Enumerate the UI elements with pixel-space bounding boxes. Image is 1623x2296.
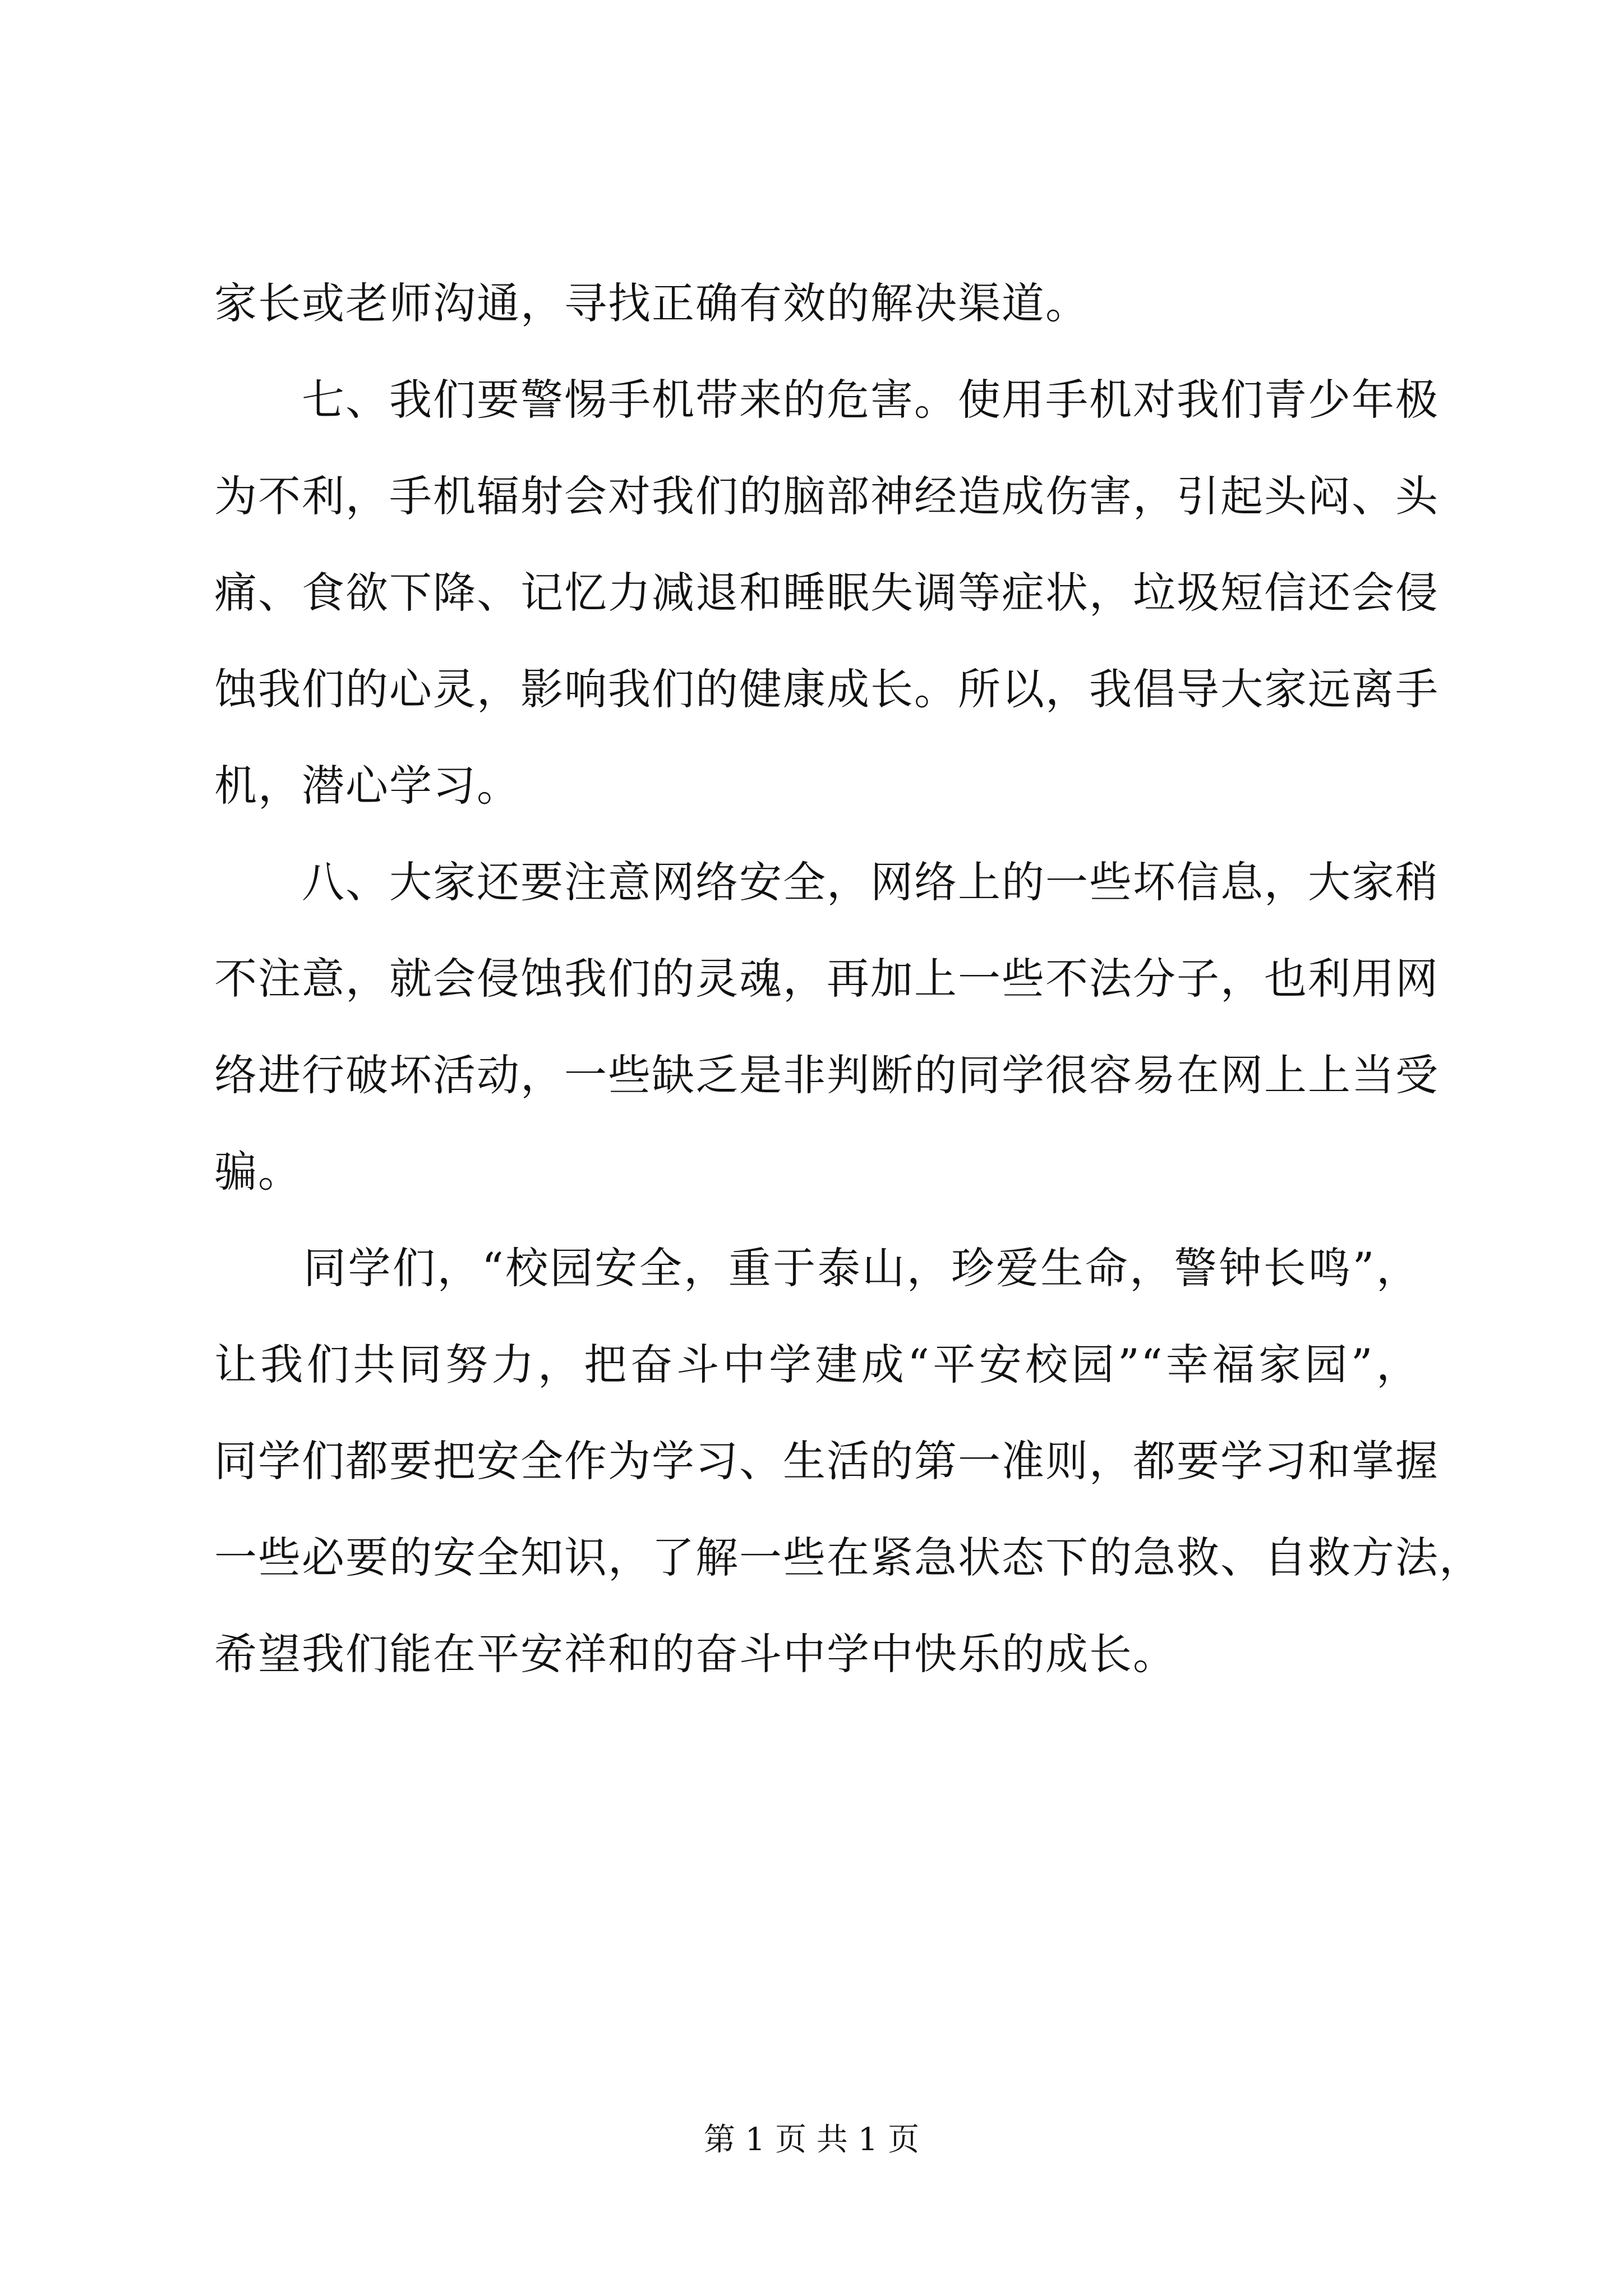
body-line: 骗。 [214,1147,302,1197]
body-line: 不注意，就会侵蚀我们的灵魂，再加上一些不法分子，也利用网 [214,954,1439,1004]
body-line: 络进行破坏活动，一些缺乏是非判断的同学很容易在网上上当受 [214,1050,1439,1100]
body-line: 一些必要的安全知识，了解一些在紧急状态下的急救、自救方法， [214,1533,1483,1582]
body-line: 痛、食欲下降、记忆力减退和睡眠失调等症状，垃圾短信还会侵 [214,568,1439,618]
page-footer: 第 1 页 共 1 页 [703,2122,920,2158]
body-line: 家长或老师沟通，寻找正确有效的解决渠道。 [214,278,1089,328]
body-line: 让我们共同努力，把奋斗中学建成“平安校园”“幸福家园”， [214,1340,1420,1389]
body-line: 同学们都要把安全作为学习、生活的第一准则，都要学习和掌握 [214,1436,1439,1486]
body-line: 希望我们能在平安祥和的奋斗中学中快乐的成长。 [214,1629,1177,1679]
body-line: 为不利，手机辐射会对我们的脑部神经造成伤害，引起头闷、头 [214,471,1439,521]
document-body [214,255,1483,1703]
body-line: 八、大家还要注意网络安全，网络上的一些坏信息，大家稍 [214,857,1439,907]
body-line: 七、我们要警惕手机带来的危害。使用手机对我们青少年极 [214,375,1439,425]
body-line: 同学们，“校园安全，重于泰山，珍爱生命，警钟长鸣”， [214,1243,1420,1293]
body-line: 蚀我们的心灵，影响我们的健康成长。所以，我倡导大家远离手 [214,664,1439,714]
body-line: 机，潜心学习。 [214,761,520,811]
